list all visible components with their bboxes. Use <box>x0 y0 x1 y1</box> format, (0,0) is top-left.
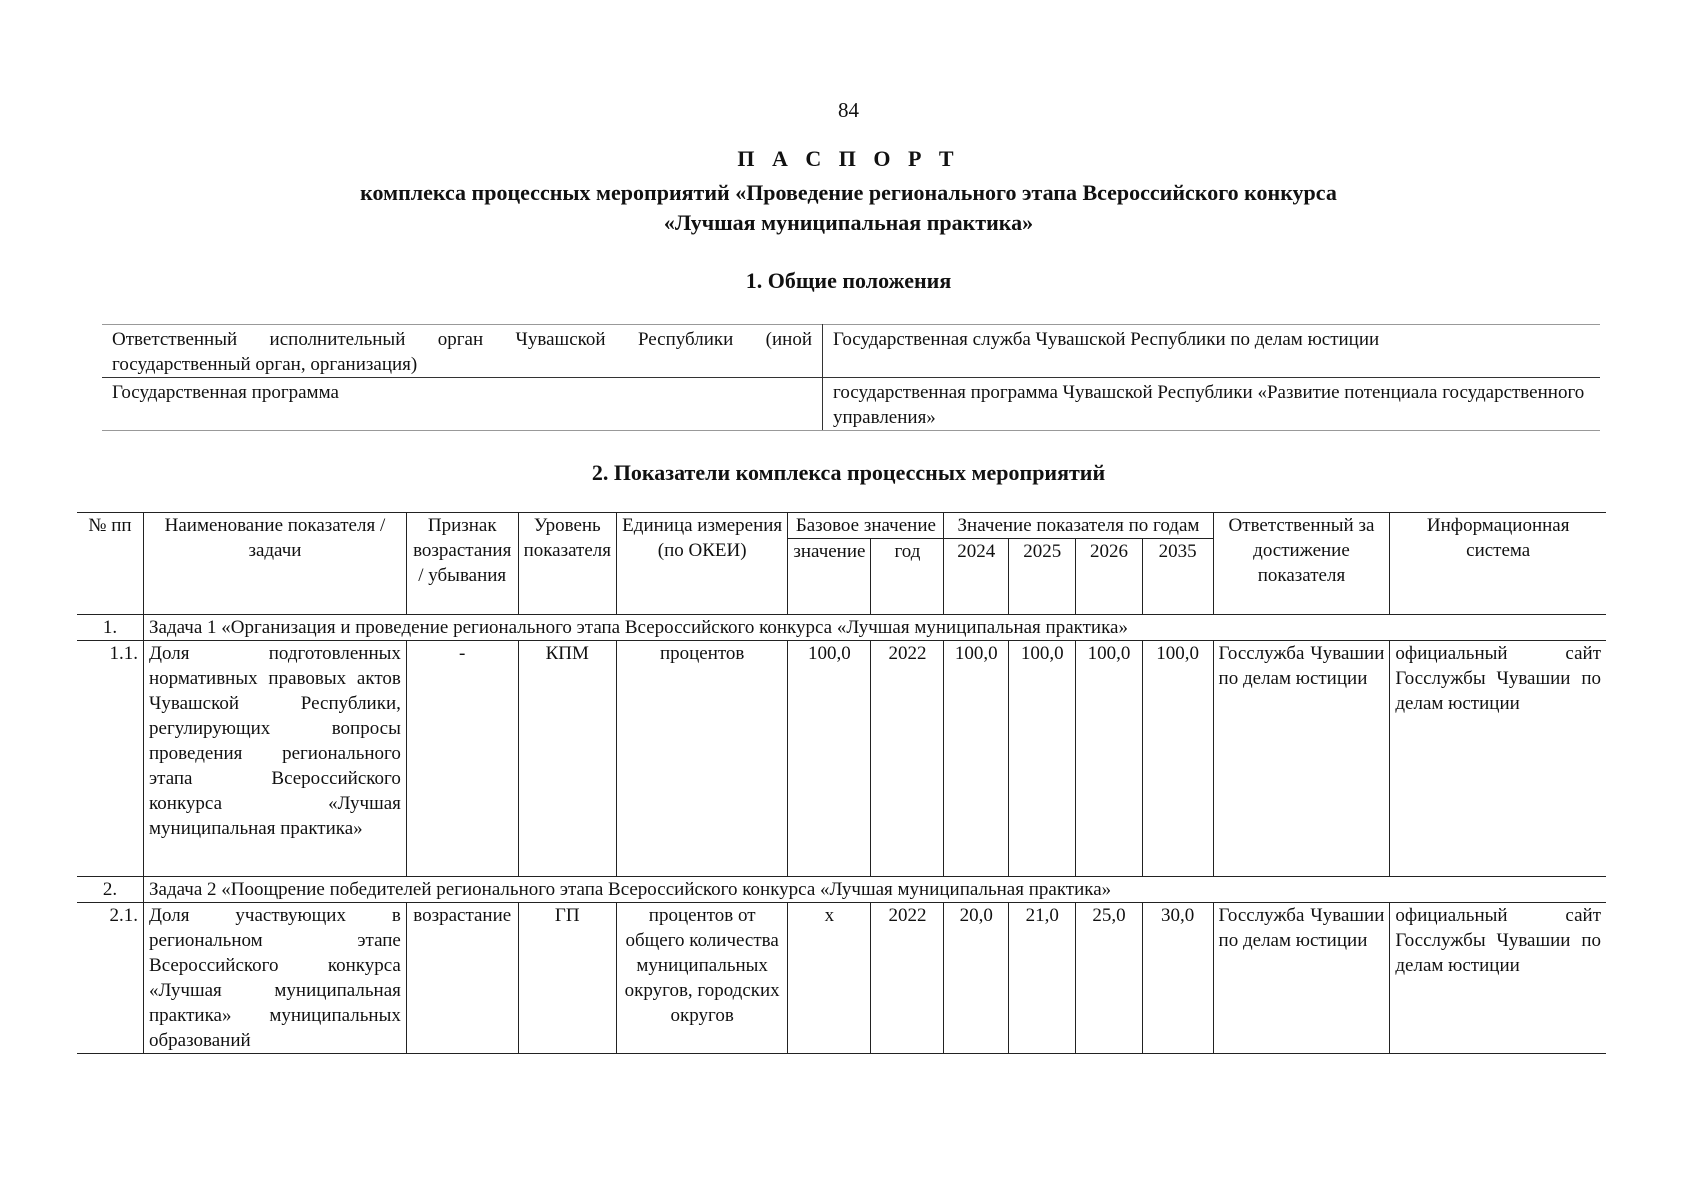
task-row <box>77 615 1606 641</box>
indicator-value-2035: 30,0 <box>1142 903 1213 1054</box>
indicator-value-2026: 100,0 <box>1076 641 1142 877</box>
task-row <box>77 877 1606 903</box>
task-title: Задача 2 «Поощрение победителей регионального этапа Всероссийского конкурса «Лучшая муниципальная практика» <box>144 877 1606 903</box>
header-name: Наименование показателя / задачи <box>144 513 407 615</box>
header-base: Базовое значение <box>788 513 944 539</box>
header-year-2025: 2025 <box>1009 539 1076 615</box>
indicator-value-2025: 21,0 <box>1009 903 1076 1054</box>
indicator-base-year: 2022 <box>871 641 944 877</box>
header-responsible: Ответственный за достижение показателя <box>1213 513 1390 615</box>
header-info-system: Информационная система <box>1390 513 1606 615</box>
general-label: Ответственный исполнительный орган Чувашской Республики (иной государственный орган, организация) <box>102 325 823 378</box>
header-by-years: Значение показателя по годам <box>944 513 1213 539</box>
document-title: П А С П О Р Т <box>737 146 960 171</box>
indicator-value-2026: 25,0 <box>1076 903 1142 1054</box>
indicator-info-system: официальный сайт Госслужбы Чувашии по делам юстиции <box>1390 641 1606 877</box>
indicator-name: Доля подготовленных нормативных правовых актов Чувашской Республики, регулирующих вопросы проведения регионального этапа Всероссийского конкурса «Лучшая муниципальная практика» <box>144 641 407 877</box>
indicator-base-value: х <box>788 903 871 1054</box>
indicators-table <box>77 512 1606 1054</box>
header-year-2024: 2024 <box>944 539 1009 615</box>
indicator-row <box>77 641 1606 877</box>
indicator-sign: - <box>406 641 518 877</box>
header-unit: Единица измерения (по ОКЕИ) <box>617 513 788 615</box>
indicator-row <box>77 903 1606 1054</box>
indicator-level: ГП <box>518 903 616 1054</box>
indicator-unit: процентов от общего количества муниципальных округов, городских округов <box>617 903 788 1054</box>
header-level: Уровень показателя <box>518 513 616 615</box>
indicator-value-2025: 100,0 <box>1009 641 1076 877</box>
indicator-value-2024: 20,0 <box>944 903 1009 1054</box>
indicator-unit: процентов <box>617 641 788 877</box>
indicator-info-system: официальный сайт Госслужбы Чувашии по делам юстиции <box>1390 903 1606 1054</box>
task-num: 1. <box>77 615 144 641</box>
indicator-base-year: 2022 <box>871 903 944 1054</box>
header-year-2026: 2026 <box>1076 539 1142 615</box>
page-number: 84 <box>838 98 859 122</box>
task-num: 2. <box>77 877 144 903</box>
header-num: № пп <box>77 513 144 615</box>
indicator-responsible: Госслужба Чувашии по делам юстиции <box>1213 641 1390 877</box>
header-base-value: значение <box>788 539 871 615</box>
document-subtitle <box>0 178 1697 238</box>
task-title: Задача 1 «Организация и проведение регионального этапа Всероссийского конкурса «Лучшая муниципальная практика» <box>144 615 1606 641</box>
indicator-num: 1.1. <box>77 641 144 877</box>
general-value: Государственная служба Чувашской Республики по делам юстиции <box>823 325 1601 378</box>
section-1-heading: 1. Общие положения <box>745 268 952 293</box>
indicator-value-2024: 100,0 <box>944 641 1009 877</box>
indicator-sign: возрастание <box>406 903 518 1054</box>
indicator-name: Доля участвующих в региональном этапе Всероссийского конкурса «Лучшая муниципальная практика» муниципальных образований <box>144 903 407 1054</box>
general-provisions-table <box>102 324 1600 431</box>
header-sign: Признак возрастания / убывания <box>406 513 518 615</box>
header-year-2035: 2035 <box>1142 539 1213 615</box>
indicator-num: 2.1. <box>77 903 144 1054</box>
header-base-year: год <box>871 539 944 615</box>
general-label: Государственная программа <box>102 378 823 431</box>
indicator-base-value: 100,0 <box>788 641 871 877</box>
indicator-responsible: Госслужба Чувашии по делам юстиции <box>1213 903 1390 1054</box>
general-value: государственная программа Чувашской Республики «Развитие потенциала государственного управления» <box>823 378 1601 431</box>
subtitle-line-1: комплекса процессных мероприятий «Проведение регионального этапа Всероссийского конкурса <box>360 180 1337 205</box>
indicator-level: КПМ <box>518 641 616 877</box>
subtitle-line-2: «Лучшая муниципальная практика» <box>663 210 1034 235</box>
general-row <box>102 378 1600 431</box>
indicator-value-2035: 100,0 <box>1142 641 1213 877</box>
general-row <box>102 325 1600 378</box>
section-2-heading: 2. Показатели комплекса процессных мероприятий <box>591 460 1106 485</box>
table-header-row <box>77 513 1606 539</box>
